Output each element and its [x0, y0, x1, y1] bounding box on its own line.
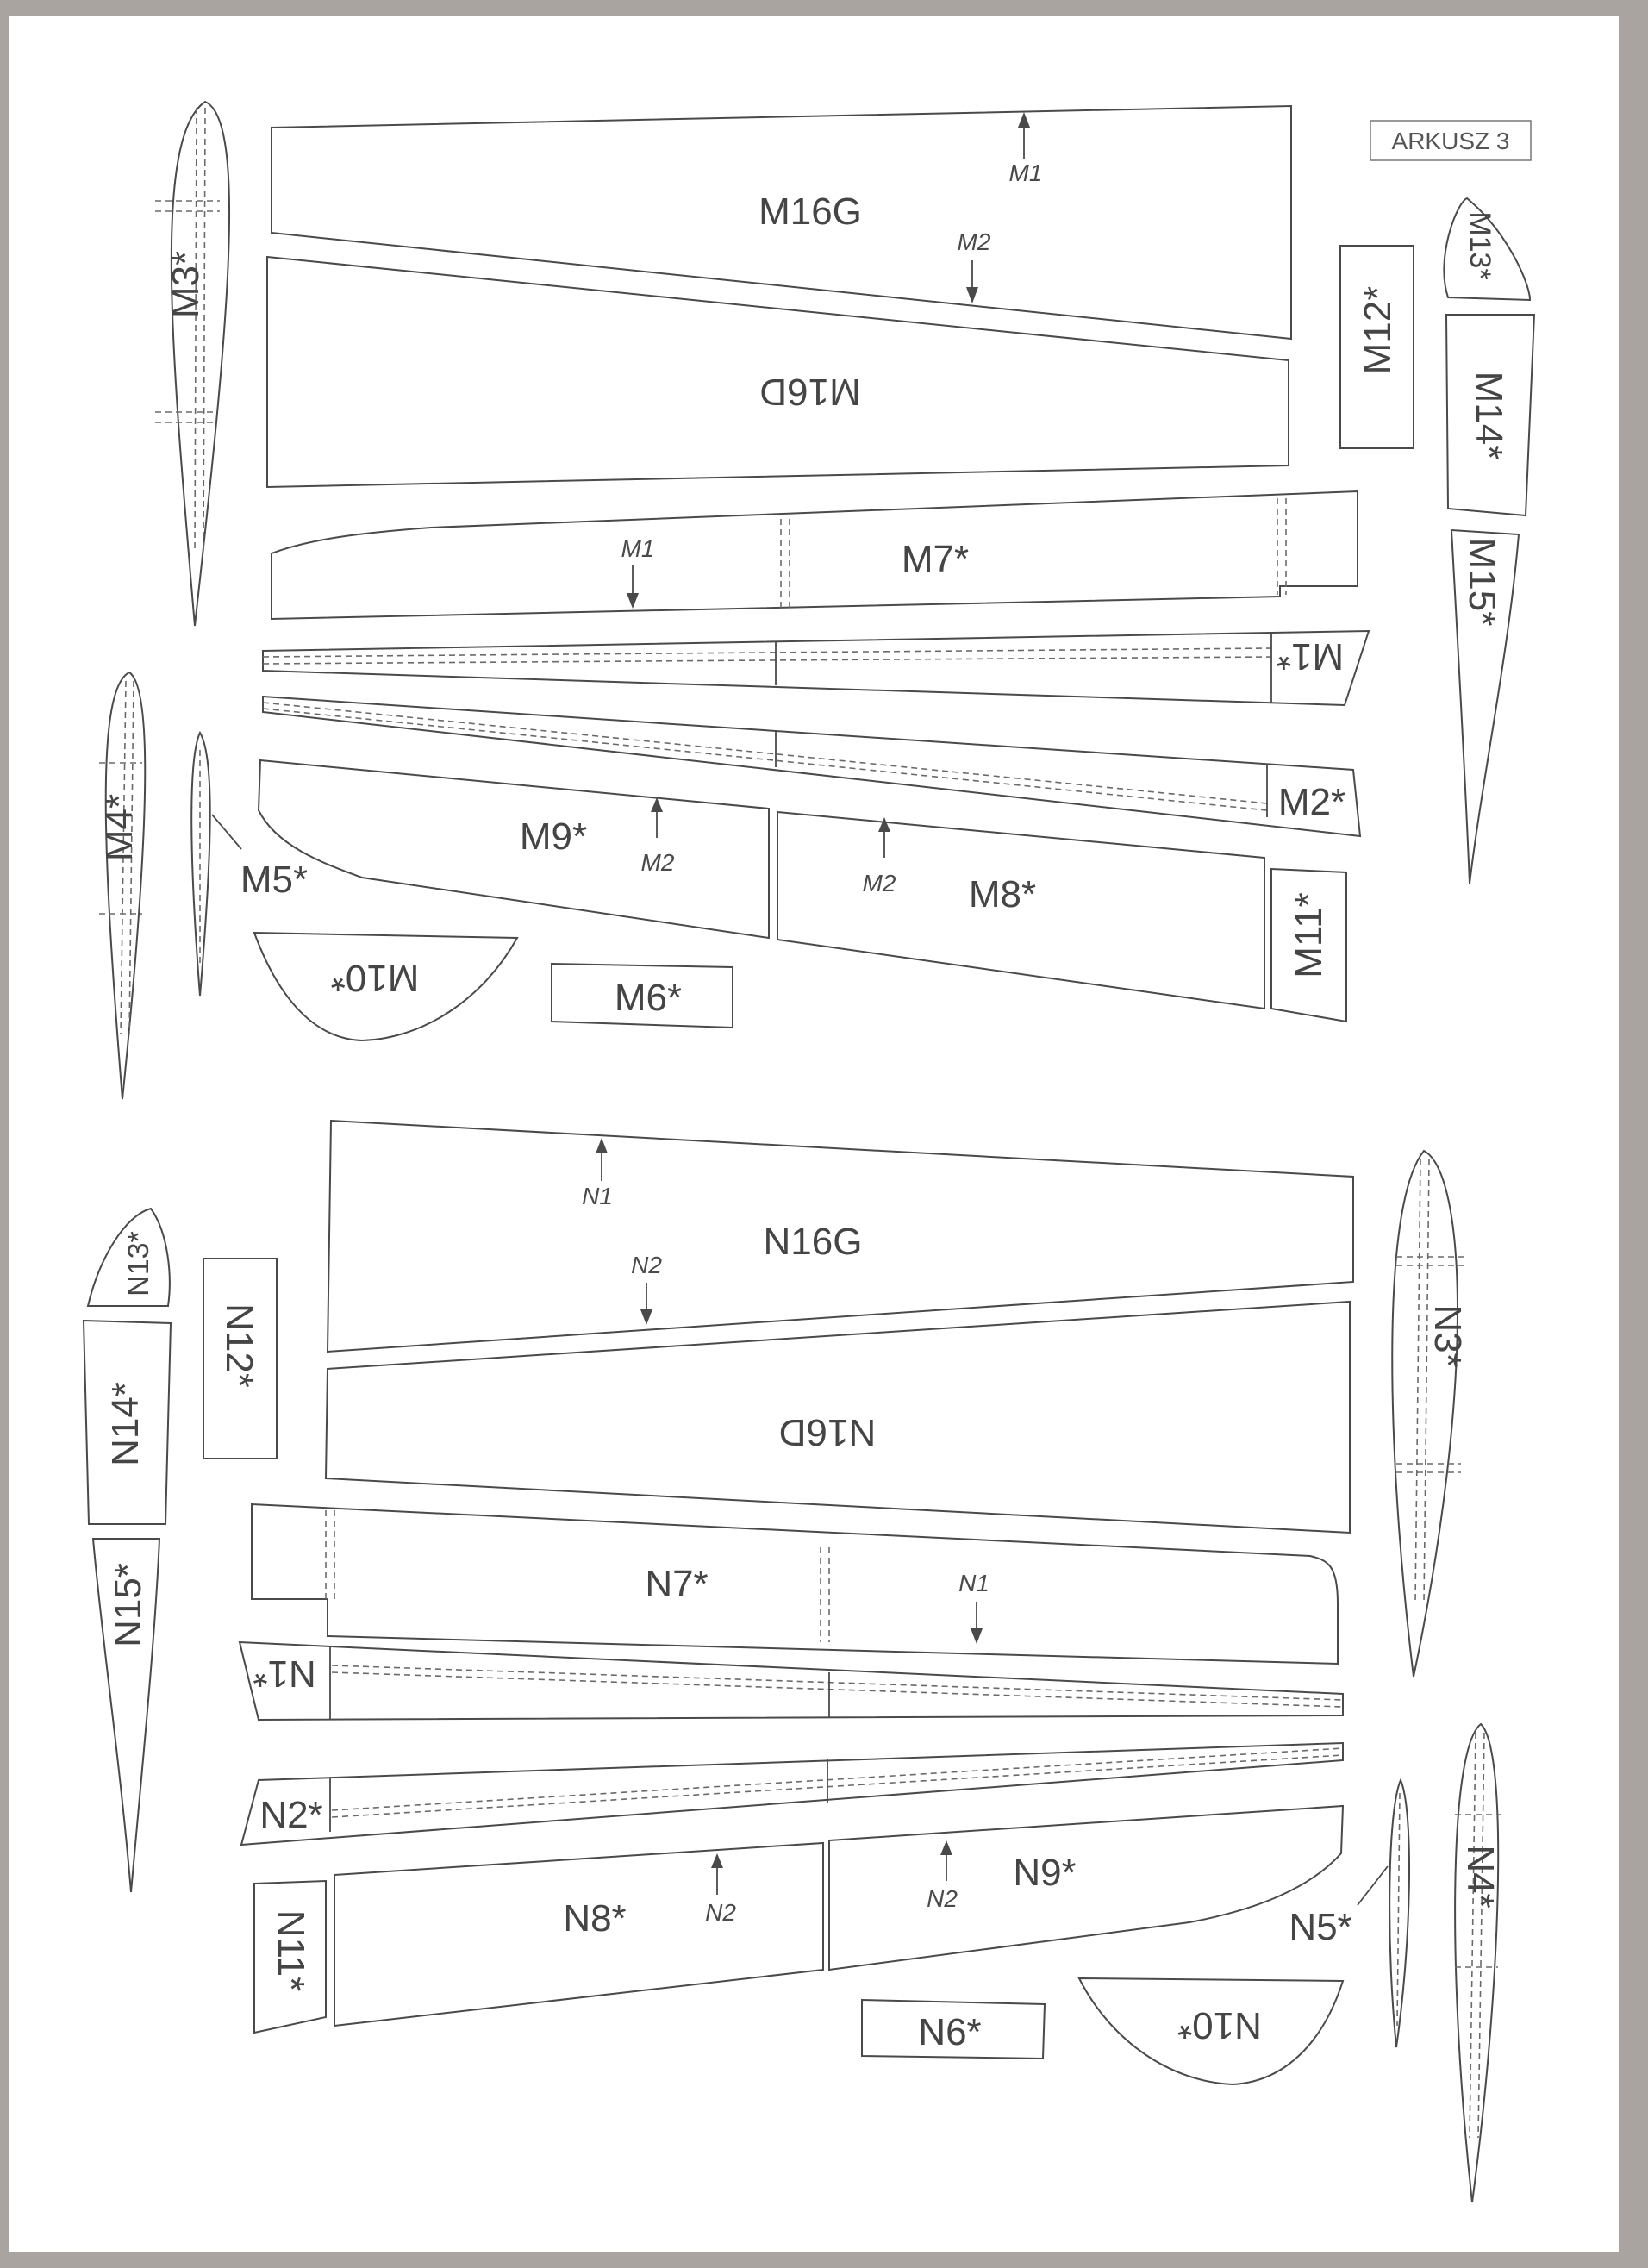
part-n9-label: N9* [1013, 1852, 1077, 1894]
part-n1-label: N1* [253, 1653, 316, 1695]
marker-m2-label: M2 [957, 228, 991, 255]
marker-n1-label: N1 [582, 1183, 613, 1209]
part-m12-label: M12* [1357, 285, 1399, 375]
part-m12 [1340, 246, 1414, 448]
part-n6 [862, 2000, 1045, 2059]
part-m3-label: M3* [165, 250, 207, 319]
marker-m2c-label: M2 [862, 870, 896, 897]
part-n14-label: N14* [104, 1382, 147, 1466]
part-m7-label: M7* [901, 538, 970, 580]
part-m11 [1271, 869, 1346, 1022]
part-n14 [84, 1321, 171, 1524]
part-m6 [552, 964, 733, 1028]
part-n10-label: N10* [1177, 2004, 1262, 2046]
marker-m2b-label: M2 [640, 849, 675, 876]
part-n5-label: N5* [1289, 1906, 1352, 1948]
part-m10-label: M10* [330, 957, 420, 999]
marker-n2b-label: N2 [927, 1885, 958, 1912]
sheet-label: ARKUSZ 3 [1391, 128, 1510, 154]
part-m8-label: M8* [968, 873, 1037, 915]
part-n16g-label: N16G [763, 1221, 863, 1263]
part-m14 [1446, 315, 1534, 515]
part-n4-label: N4* [1459, 1845, 1501, 1909]
part-m16g-label: M16G [758, 191, 862, 233]
part-m4-label: M4* [98, 793, 140, 862]
marker-m1-label: M1 [1008, 159, 1043, 186]
part-m2-label: M2* [1277, 781, 1346, 823]
part-m9-label: M9* [519, 815, 588, 858]
part-n15-label: N15* [107, 1563, 149, 1647]
part-m13-label: M13* [1464, 211, 1496, 280]
marker-n2-label: N2 [631, 1252, 662, 1278]
marker-n2c-label: N2 [705, 1899, 736, 1926]
part-n12-label: N12* [218, 1303, 260, 1388]
part-m6-label: M6* [614, 977, 683, 1019]
part-n6-label: N6* [918, 2011, 982, 2053]
part-n8-label: N8* [563, 1897, 627, 1940]
part-m5-label: M5* [240, 859, 309, 901]
part-n7-label: N7* [645, 1563, 709, 1605]
part-m16d-label: M16D [759, 371, 861, 413]
part-n12 [203, 1259, 277, 1459]
part-n13-label: N13* [122, 1231, 155, 1296]
part-m11-label: M11* [1288, 892, 1330, 978]
part-m14-label: M14* [1468, 371, 1510, 460]
part-n16d-label: N16D [778, 1411, 877, 1453]
part-n3-label: N3* [1426, 1304, 1469, 1368]
part-m1-label: M1* [1276, 635, 1345, 678]
part-n11-label: N11* [270, 1909, 312, 1992]
marker-m1b-label: M1 [621, 535, 655, 562]
part-n2-label: N2* [259, 1794, 323, 1836]
part-n11 [254, 1881, 326, 2033]
marker-n1b-label: N1 [958, 1570, 989, 1596]
part-m15-label: M15* [1461, 537, 1503, 627]
